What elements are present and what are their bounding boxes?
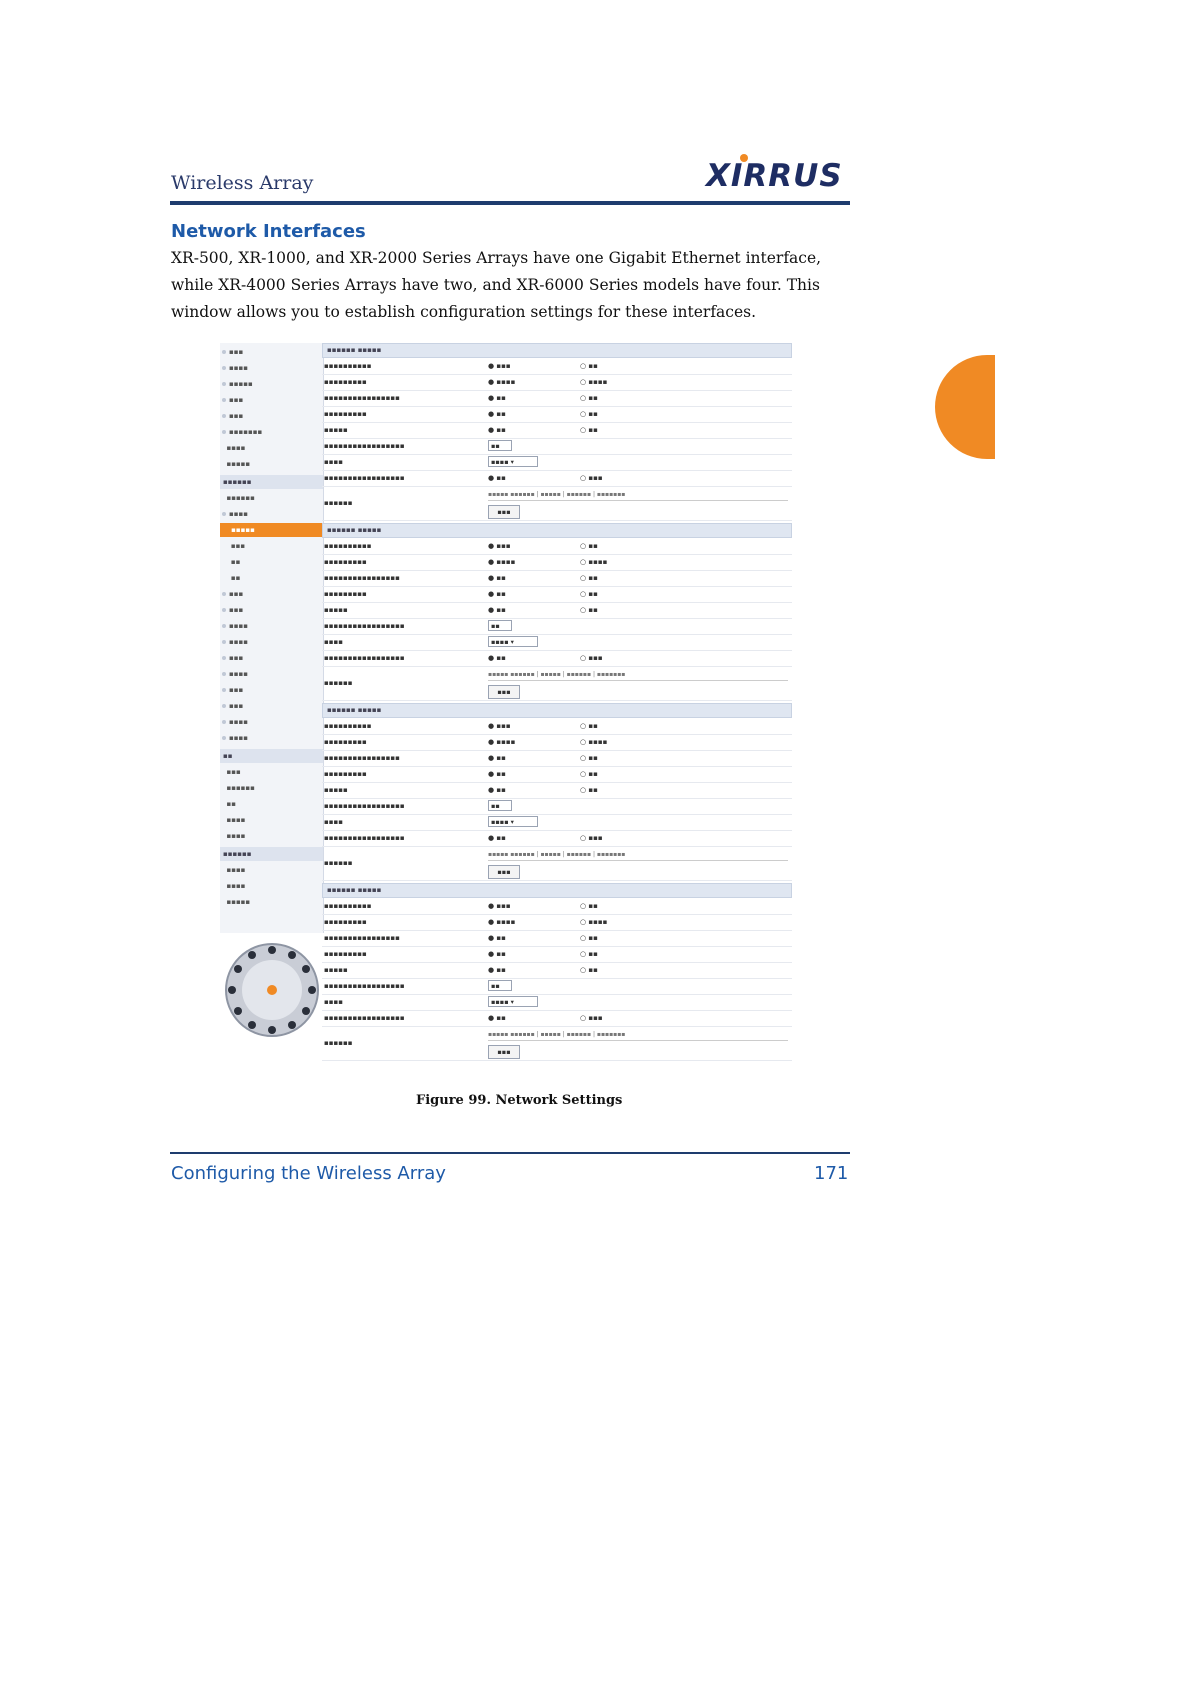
form-row: ▪▪▪▪▪ ● ▪▪ ○ ▪▪	[322, 782, 792, 799]
form-row: ▪▪▪▪▪▪▪▪▪▪▪▪▪▪▪▪▪ ▪▪	[322, 978, 792, 995]
form-row: ▪▪▪▪▪▪ ▪▪▪▪▪ ▪▪▪▪▪▪ | ▪▪▪▪▪ | ▪▪▪▪▪▪ | ▪▪▪▪▪▪▪ ▪▪▪	[322, 486, 792, 521]
sidebar-item: ▪▪▪▪▪▪	[222, 494, 255, 502]
interface-section-header: ▪▪▪▪▪▪ ▪▪▪▪▪	[322, 703, 792, 718]
form-row: ▪▪▪▪ ▪▪▪▪ ▾	[322, 454, 792, 471]
sidebar-item: ▪▪▪	[222, 345, 243, 359]
chapter-tab	[935, 355, 995, 459]
sidebar-item: ▪▪▪▪	[222, 507, 248, 521]
form-row: ▪▪▪▪▪▪▪▪▪ ● ▪▪ ○ ▪▪	[322, 406, 792, 423]
screenshot-sidebar	[220, 343, 324, 933]
page-header-title: Wireless Array	[171, 172, 314, 194]
form-row: ▪▪▪▪▪▪▪▪▪▪▪▪▪▪▪▪ ● ▪▪ ○ ▪▪	[322, 930, 792, 947]
form-row: ▪▪▪▪ ▪▪▪▪ ▾	[322, 994, 792, 1011]
form-row: ▪▪▪▪▪▪▪▪▪▪ ● ▪▪▪ ○ ▪▪	[322, 538, 792, 555]
form-row: ▪▪▪▪▪▪▪▪▪▪ ● ▪▪▪ ○ ▪▪	[322, 898, 792, 915]
sidebar-group-header: ▪▪▪▪▪▪	[220, 847, 323, 861]
form-row: ▪▪▪▪▪▪ ▪▪▪▪▪ ▪▪▪▪▪▪ | ▪▪▪▪▪ | ▪▪▪▪▪▪ | ▪▪▪▪▪▪▪ ▪▪▪	[322, 1026, 792, 1061]
form-row: ▪▪▪▪▪▪▪▪▪▪▪▪▪▪▪▪▪ ● ▪▪ ○ ▪▪▪	[322, 1010, 792, 1027]
sidebar-item: ▪▪	[222, 800, 236, 808]
sidebar-item: ▪▪▪▪	[222, 361, 248, 375]
sidebar-item: ▪▪▪	[222, 768, 241, 776]
sidebar-item: ▪▪	[222, 558, 241, 566]
interface-section-header: ▪▪▪▪▪▪ ▪▪▪▪▪	[322, 883, 792, 898]
form-row: ▪▪▪▪▪▪▪▪▪▪▪▪▪▪▪▪ ● ▪▪ ○ ▪▪	[322, 570, 792, 587]
sidebar-item: ▪▪▪▪	[222, 635, 248, 649]
form-row: ▪▪▪▪▪▪▪▪▪▪▪▪▪▪▪▪▪ ▪▪	[322, 798, 792, 815]
sidebar-item: ▪▪	[222, 574, 241, 582]
figure-caption: Figure 99. Network Settings	[416, 1093, 623, 1108]
sidebar-item-active: ▪▪▪▪▪	[220, 523, 323, 537]
sidebar-item: ▪▪▪▪▪▪▪	[222, 425, 262, 439]
sidebar-item: ▪▪▪	[222, 409, 243, 423]
form-row: ▪▪▪▪▪▪▪▪▪▪ ● ▪▪▪ ○ ▪▪	[322, 718, 792, 735]
footer-chapter-title: Configuring the Wireless Array	[171, 1163, 446, 1184]
form-row: ▪▪▪▪ ▪▪▪▪ ▾	[322, 634, 792, 651]
form-row: ▪▪▪▪▪▪▪▪▪ ● ▪▪ ○ ▪▪	[322, 766, 792, 783]
form-row: ▪▪▪▪▪▪▪▪▪ ● ▪▪▪▪ ○ ▪▪▪▪	[322, 554, 792, 571]
form-row: ▪▪▪▪ ▪▪▪▪ ▾	[322, 814, 792, 831]
form-row: ▪▪▪▪▪ ● ▪▪ ○ ▪▪	[322, 602, 792, 619]
form-row: ▪▪▪▪▪▪▪▪▪▪▪▪▪▪▪▪ ● ▪▪ ○ ▪▪	[322, 390, 792, 407]
sidebar-item: ▪▪▪▪	[222, 882, 246, 890]
section-title: Network Interfaces	[171, 221, 366, 242]
form-row: ▪▪▪▪▪▪▪▪▪▪▪▪▪▪▪▪▪ ● ▪▪ ○ ▪▪▪	[322, 830, 792, 847]
sidebar-item: ▪▪▪▪▪	[222, 460, 251, 468]
network-settings-screenshot	[220, 343, 792, 1085]
form-row: ▪▪▪▪▪▪▪▪▪ ● ▪▪ ○ ▪▪	[322, 946, 792, 963]
array-dial-icon	[220, 938, 323, 1038]
intro-paragraph: XR-500, XR-1000, and XR-2000 Series Arrays have one Gigabit Ethernet interface, while XR-4000 Series Arrays have two, and XR-6000 Series models have four. This window allows you to establish configuration settings for these interfaces.	[171, 249, 822, 321]
sidebar-group-header: ▪▪	[220, 749, 323, 763]
interface-section-header: ▪▪▪▪▪▪ ▪▪▪▪▪	[322, 343, 792, 358]
form-row: ▪▪▪▪▪▪▪▪▪ ● ▪▪▪▪ ○ ▪▪▪▪	[322, 914, 792, 931]
header-rule	[170, 201, 850, 205]
form-row: ▪▪▪▪▪▪▪▪▪▪ ● ▪▪▪ ○ ▪▪	[322, 358, 792, 375]
form-row: ▪▪▪▪▪▪▪▪▪▪▪▪▪▪▪▪▪ ● ▪▪ ○ ▪▪▪	[322, 470, 792, 487]
sidebar-item: ▪▪▪	[222, 683, 243, 697]
sidebar-item: ▪▪▪	[222, 393, 243, 407]
sidebar-item: ▪▪▪▪	[222, 832, 246, 840]
sidebar-item: ▪▪▪	[222, 587, 243, 601]
page-number: 171	[814, 1163, 849, 1184]
sidebar-item: ▪▪▪	[222, 699, 243, 713]
form-row: ▪▪▪▪▪▪▪▪▪▪▪▪▪▪▪▪ ● ▪▪ ○ ▪▪	[322, 750, 792, 767]
sidebar-item: ▪▪▪▪▪	[222, 377, 253, 391]
sidebar-item: ▪▪▪	[222, 651, 243, 665]
sidebar-group-header: ▪▪▪▪▪▪	[220, 475, 323, 489]
footer-rule	[170, 1152, 850, 1154]
sidebar-item: ▪▪▪	[222, 542, 246, 550]
sidebar-item: ▪▪▪▪	[222, 715, 248, 729]
sidebar-item: ▪▪▪▪	[222, 816, 246, 824]
sidebar-item: ▪▪▪▪	[222, 619, 248, 633]
form-row: ▪▪▪▪▪▪▪▪▪ ● ▪▪▪▪ ○ ▪▪▪▪	[322, 374, 792, 391]
form-row: ▪▪▪▪▪▪▪▪▪▪▪▪▪▪▪▪▪ ▪▪	[322, 618, 792, 635]
form-row: ▪▪▪▪▪▪▪▪▪ ● ▪▪▪▪ ○ ▪▪▪▪	[322, 734, 792, 751]
sidebar-item: ▪▪▪▪	[222, 444, 246, 452]
form-row: ▪▪▪▪▪▪ ▪▪▪▪▪ ▪▪▪▪▪▪ | ▪▪▪▪▪ | ▪▪▪▪▪▪ | ▪▪▪▪▪▪▪ ▪▪▪	[322, 846, 792, 881]
interface-section-header: ▪▪▪▪▪▪ ▪▪▪▪▪	[322, 523, 792, 538]
sidebar-item: ▪▪▪▪	[222, 667, 248, 681]
form-row: ▪▪▪▪▪▪▪▪▪ ● ▪▪ ○ ▪▪	[322, 586, 792, 603]
form-row: ▪▪▪▪▪ ● ▪▪ ○ ▪▪	[322, 962, 792, 979]
form-row: ▪▪▪▪▪ ● ▪▪ ○ ▪▪	[322, 422, 792, 439]
sidebar-item: ▪▪▪▪▪▪	[222, 784, 255, 792]
sidebar-item: ▪▪▪▪	[222, 866, 246, 874]
sidebar-item: ▪▪▪	[222, 603, 243, 617]
sidebar-item: ▪▪▪▪▪	[222, 898, 251, 906]
form-row: ▪▪▪▪▪▪ ▪▪▪▪▪ ▪▪▪▪▪▪ | ▪▪▪▪▪ | ▪▪▪▪▪▪ | ▪▪▪▪▪▪▪ ▪▪▪	[322, 666, 792, 701]
sidebar-item: ▪▪▪▪	[222, 731, 248, 745]
form-row: ▪▪▪▪▪▪▪▪▪▪▪▪▪▪▪▪▪ ● ▪▪ ○ ▪▪▪	[322, 650, 792, 667]
form-row: ▪▪▪▪▪▪▪▪▪▪▪▪▪▪▪▪▪ ▪▪	[322, 438, 792, 455]
